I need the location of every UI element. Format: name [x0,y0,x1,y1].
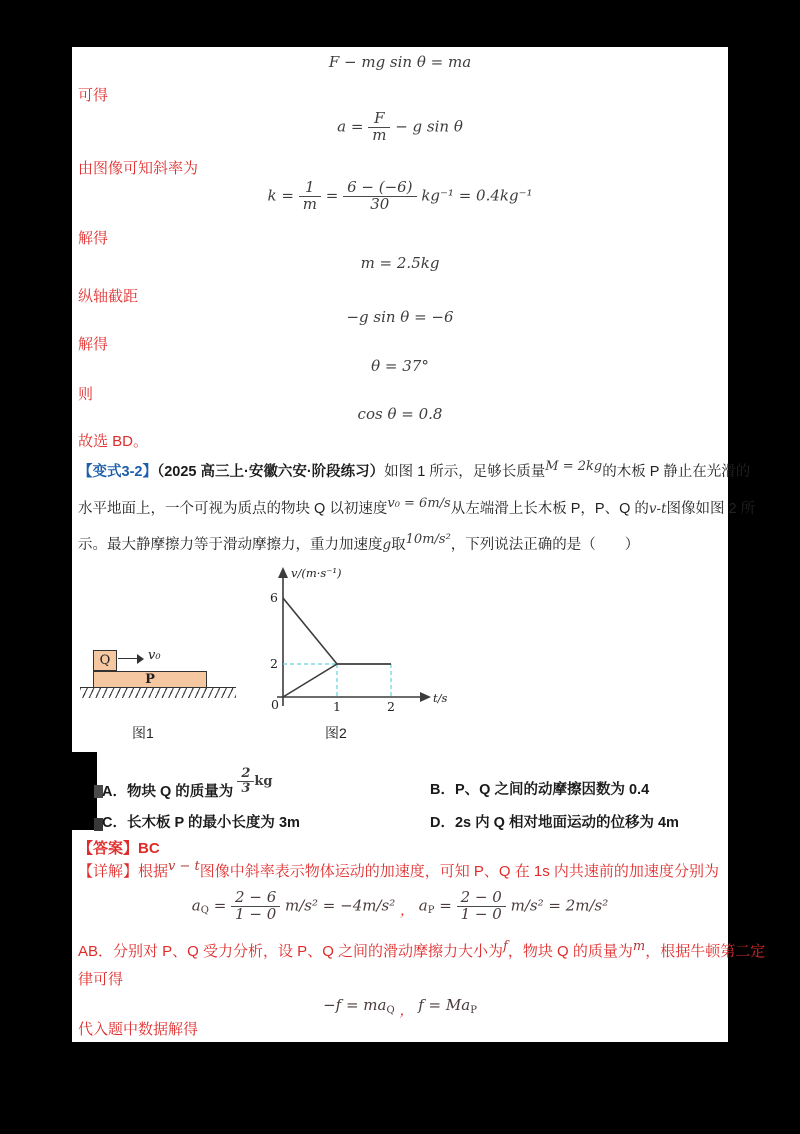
formula-mass: m = 2.5kg [360,254,440,272]
problem-text-2a: 水平地面上，一个可视为质点的物块 Q 以初速度 [78,501,388,517]
y-tick-2: 2 [270,656,278,671]
figure-2-vt-graph [267,565,462,745]
options-row-cd [72,811,728,837]
friction-eq-2: f = Ma [418,996,471,1014]
document-page [72,47,766,1042]
option-a-unit: kg [254,773,273,789]
option-a-text: A．物块 Q 的质量为 [102,783,234,800]
label-intercept: 纵轴截距 [78,288,139,305]
friction-eq-1: −f = ma [323,996,387,1014]
fraction-1-m: $\frac{1}{m}$ [299,180,321,213]
aq-base: a [191,896,201,915]
x-axis-label: t/s [433,691,448,705]
fraction-6-30: $\frac{6 - (-6)}{30}$ [343,180,416,213]
friction-comma: ， [399,1003,414,1019]
formula-k-rhs: kg⁻¹ = 0.4kg⁻¹ [421,186,533,205]
ap-eq: = [439,896,452,915]
ab-text-a: AB．分别对 P、Q 受力分析，设 P、Q 之间的滑动摩擦力大小为 [78,943,504,960]
label-jiede-2: 解得 [78,336,109,353]
inline-math-g: g [382,537,392,553]
inline-math-v0: v₀ = 6m/s [387,496,451,511]
fraction-aq: $\frac{2 - 6}{1 - 0}$ [231,890,280,923]
friction-eq-1-sub: Q [386,1005,395,1016]
x-axis-arrow-icon [420,692,431,702]
formula-a-rhs: − g sin θ [395,117,463,136]
formula-friction [72,995,728,1019]
answer-line: 【答案】BC [78,840,160,857]
ab-text-c: ，根据牛顿第二定 [645,943,766,960]
block-q: Q [93,650,117,671]
problem-text-2b: 从左端滑上长木板 P，P、Q 的 [450,501,649,517]
option-a-fraction-group [237,766,273,796]
aq-eq: = [213,896,227,915]
formula-k-eq: = [325,186,339,205]
ground-hatching [80,687,236,698]
problem-text-1b: 的木板 P 静止在光滑的 [602,464,751,480]
formula-intercept: −g sin θ = −6 [346,308,454,326]
explain-line-1 [78,860,734,881]
y-tick-0: 0 [271,697,279,712]
formula-accelerations [72,890,728,923]
problem-text-3b: 取 [391,537,406,553]
series-line-Q [283,598,391,664]
ap-rhs: m/s² = 2m/s² [510,896,609,915]
friction-eq-2-sub: P [470,1005,477,1016]
explain-text-1a: 【详解】根据 [78,863,169,880]
option-c: C．长木板 P 的最小长度为 3m [102,815,300,831]
formula-k-lhs: k = [267,186,294,205]
y-tick-6: 6 [270,590,278,605]
vt-graph-svg [267,565,462,721]
fraction-ap: $\frac{2 - 0}{1 - 0}$ [457,890,506,923]
formula-newton: F − mg sin θ = ma [328,53,472,71]
inline-math-vt: v-t [648,501,667,517]
option-d: D．2s 内 Q 相对地面运动的位移为 4m [430,815,679,831]
formula-slope [72,180,728,213]
label-choose-bd: 故选 BD。 [78,433,149,450]
x-tick-2: 2 [387,699,395,714]
problem-text-3c: ，下列说法正确的是（ ） [450,537,640,553]
label-ze: 则 [78,386,94,403]
y-axis-arrow-icon [278,567,288,578]
inline-math-vt-2: v − t [168,859,200,874]
explain-text-1b: 图像中斜率表示物体运动的加速度，可知 P、Q 在 1s 内共速前的加速度分别为 [199,863,719,880]
ab-text-b: ，物块 Q 的质量为 [507,943,633,960]
options-row-ab [72,766,728,804]
option-b: B．P、Q 之间的动摩擦因数为 0.4 [430,782,650,798]
x-tick-1: 1 [333,699,341,714]
inline-math-f: f [503,939,508,954]
formula-theta: θ = 37° [371,357,429,375]
substitute-line: 代入题中数据解得 [78,1021,199,1038]
formula-a-lhs: a = [337,117,364,136]
inline-math-m: m [632,939,646,954]
figure-2-caption: 图2 [325,725,347,741]
formula-comma: ， [400,903,415,920]
figure-1-caption: 图1 [132,725,154,741]
problem-line-2 [78,496,756,518]
board-p: P [93,671,207,688]
problem-text-1a: 如图 1 所示，足够长质量 [384,464,546,480]
inline-math-M: M = 2kg [545,459,603,474]
ap-sub: P [427,905,435,917]
problem-tag: 【变式3-2】 [78,464,157,480]
ap-base: a [418,896,428,915]
label-keyi: 可得 [78,87,109,104]
aq-rhs: m/s² = −4m/s² [285,896,396,915]
explain-line-ab2: 律可得 [78,971,124,988]
label-slope: 由图像可知斜率为 [78,160,199,177]
inline-math-g-value: 10m/s² [405,532,451,547]
problem-source: （2025 高三上·安徽六安·阶段练习） [156,464,385,480]
velocity-arrow [118,658,138,659]
fraction-2-3: $\frac{2}{3}$ [237,767,254,795]
velocity-arrow-head [137,654,144,664]
formula-acceleration [72,111,728,144]
y-axis-label: v/(m·s⁻¹) [291,566,342,580]
problem-text-2c: 图像如图 2 所 [666,501,756,517]
explain-line-ab [78,939,766,961]
problem-line-3 [78,533,734,554]
v0-label: v₀ [148,648,161,663]
option-a [102,766,273,806]
problem-line-1 [78,459,751,481]
figure-1-block-diagram [72,565,262,745]
label-jiede-1: 解得 [78,230,109,247]
formula-cos: cos θ = 0.8 [357,405,443,423]
problem-text-3a: 示。最大静摩擦力等于滑动摩擦力，重力加速度 [78,537,383,553]
aq-sub: Q [200,905,209,917]
fraction-F-m: $\frac{F}{m}$ [368,111,390,144]
